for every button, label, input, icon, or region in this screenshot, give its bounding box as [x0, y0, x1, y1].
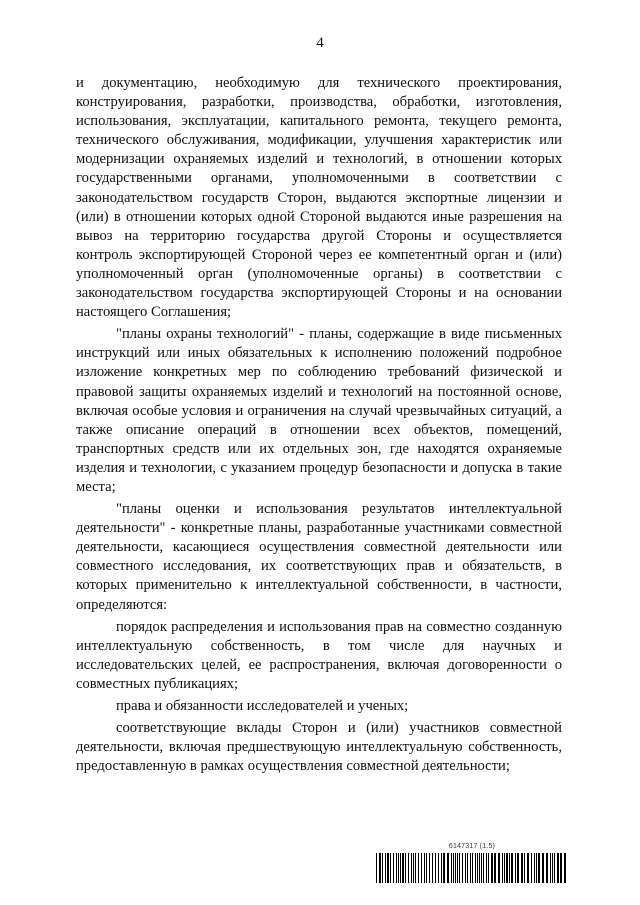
barcode-bar	[509, 853, 510, 883]
barcode-bar	[462, 853, 463, 883]
barcode-bar	[483, 853, 484, 883]
barcode-bar	[479, 853, 480, 883]
barcode-bar	[379, 853, 381, 883]
barcode-bar	[498, 853, 500, 883]
barcode-bar	[465, 853, 466, 883]
barcode-bar	[467, 853, 468, 883]
barcode-bar	[488, 853, 489, 883]
barcode-bar	[411, 853, 412, 883]
barcode-bar	[382, 853, 383, 883]
barcode-bar	[402, 853, 404, 883]
barcode-bar	[546, 853, 548, 883]
barcode-bar	[557, 853, 559, 883]
barcode-bar	[376, 853, 377, 883]
barcode-bar	[398, 853, 399, 883]
barcode-bar	[396, 853, 397, 883]
barcode-bar	[435, 853, 436, 883]
barcode-bar	[506, 853, 508, 883]
barcode-bar	[511, 853, 513, 883]
barcode-bar	[441, 853, 442, 883]
barcode-bar	[534, 853, 535, 883]
paragraph-4: порядок распределения и использования прав на совместно созданную интеллектуальную собственность, в том числе для научных и исследовательских целей, ее распространения, включая договоренности о совместных публикациях;	[76, 618, 562, 692]
barcode-bar	[538, 853, 540, 883]
paragraph-6: соответствующие вклады Сторон и (или) участников совместной деятельности, включая предшествующую интеллектуальную собственность, предоставленную в рамках осуществления совместной деятельности;	[76, 720, 562, 775]
barcode-bar	[405, 853, 406, 883]
barcode-bar	[515, 853, 516, 883]
barcode-bar	[451, 853, 452, 883]
barcode-bar	[470, 853, 471, 883]
barcode-bar	[486, 853, 487, 883]
barcode-bar	[550, 853, 551, 883]
paragraph-5: права и обязанности исследователей и ученых;	[116, 698, 409, 714]
barcode-bar	[455, 853, 456, 883]
barcode-bar	[504, 853, 505, 883]
barcode-bar	[390, 853, 391, 883]
barcode-bar	[491, 853, 493, 883]
barcode-bar	[542, 853, 544, 883]
barcode-bar	[481, 853, 482, 883]
barcode-bar	[554, 853, 555, 883]
barcode-bar	[475, 853, 476, 883]
barcode-bar	[564, 853, 566, 883]
barcode-bar	[457, 853, 458, 883]
barcode-bar	[494, 853, 496, 883]
paragraph-3: "планы оценки и использования результатов интеллектуальной деятельности" - конкретные планы, разработанные участниками совместной деятельности, касающиеся осуществления совместной деятельности или совместного исследования, их соответствующих прав и обязательств, в которых применительно к интеллектуальной собственности, в частности, определяются:	[76, 501, 562, 613]
barcode-bar	[408, 853, 409, 883]
document-code: 6147317 (1.5)	[448, 843, 496, 850]
barcode-bar	[459, 853, 460, 883]
barcode-bar	[415, 853, 416, 883]
barcode-bar	[536, 853, 537, 883]
document-body	[76, 74, 562, 779]
barcode-bar	[447, 853, 449, 883]
barcode-bar	[424, 853, 425, 883]
barcode-bar	[432, 853, 433, 883]
barcode-bar	[560, 853, 562, 883]
document-stamp	[374, 843, 570, 883]
barcode-bar	[477, 853, 478, 883]
barcode-bar	[413, 853, 414, 883]
barcode-bar	[426, 853, 427, 883]
barcode-bar	[502, 853, 503, 883]
barcode-bar	[517, 853, 519, 883]
barcode-bar	[524, 853, 525, 883]
barcode-bar	[521, 853, 523, 883]
barcode-bar	[438, 853, 439, 883]
barcode-bar	[421, 853, 422, 883]
page-number: 4	[316, 35, 324, 51]
paragraph-2: "планы охраны технологий" - планы, содержащие в виде письменных инструкций или иных обязательных к исполнению положений подробное изложение конкретных мер по соблюдению требований физической и правовой защиты охраняемых изделий и технологий на постоянной основе, включая особые условия и ограничения на случай чрезвычайных ситуаций, а также описание операций в отношении всех объектов, помещений, транспортных средств или их отдельных зон, где находятся охраняемые изделия и технологии, с указанием процедур безопасности и допуска в такие места;	[76, 326, 562, 495]
barcode-bar	[552, 853, 553, 883]
barcode-bar	[443, 853, 445, 883]
barcode-bar	[429, 853, 430, 883]
barcode-bar	[453, 853, 454, 883]
barcode-bar	[472, 853, 473, 883]
barcode-bar	[387, 853, 389, 883]
barcode-bar	[418, 853, 419, 883]
barcode-bar	[385, 853, 386, 883]
barcode-bar	[393, 853, 394, 883]
barcode-icon	[374, 853, 570, 883]
barcode-bar	[527, 853, 529, 883]
paragraph-1: и документацию, необходимую для технического проектирования, конструирования, разработки, производства, обработки, изготовления, использования, эксплуатации, капитального ремонта, текущего ремонта, технического обслуживания, модификации, улучшения характеристик или модернизации охраняемых изделий и технологий, в отношении которых государственными органами, уполномоченными в соответствии с законодательством государств Сторон, выдаются экспортные лицензии и (или) в отношении которых одной Стороной выдаются иные разрешения на вывоз на территорию государства другой Стороны и осуществляется контроль экспортирующей Стороной через ее компетентный орган и (или) уполномоченный орган (уполномоченные органы) в соответствии с законодательством государства экспортирующей Стороны и на основании настоящего Соглашения;	[76, 75, 562, 321]
barcode-bar	[531, 853, 532, 883]
barcode-bar	[400, 853, 401, 883]
